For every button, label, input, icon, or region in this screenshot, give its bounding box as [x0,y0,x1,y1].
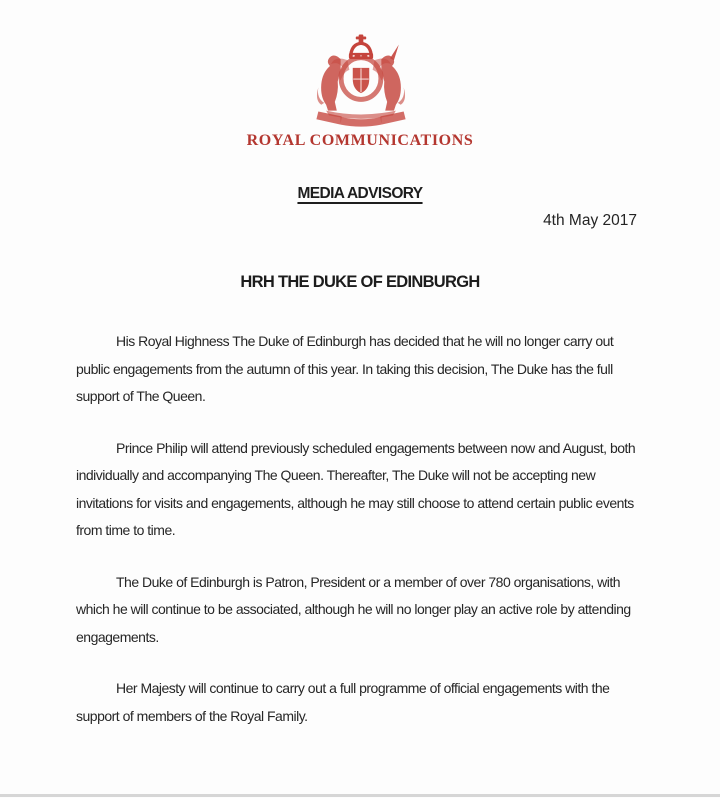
advisory-label: MEDIA ADVISORY [297,185,423,202]
document-body [76,328,648,754]
document-heading: HRH THE DUKE OF EDINBURGH [240,273,480,291]
organization-name: ROYAL COMMUNICATIONS [246,132,474,149]
paragraph-her-majesty: Her Majesty will continue to carry out a full programme of official engagements with the support of members of the Royal Family. [76,680,610,724]
paragraph-decision: His Royal Highness The Duke of Edinburgh has decided that he will no longer carry out public engagements from the autumn of this year. In taking this decision, The Duke has the full support of The Queen. [76,333,614,404]
paragraph-organisations: The Duke of Edinburgh is Patron, President or a member of over 780 organisations, with which he will continue to be associated, although he will no longer play an active role by attending engagements. [76,573,631,645]
paragraph-scheduled-engagements: Prince Philip will attend previously scheduled engagements between now and August, both individually and accompanying The Queen. Thereafter, The Duke will not be accepting new invitations for visits and engagements, although he may still choose to attend certain public events from time to time. [76,439,636,538]
document-date: 4th May 2017 [543,212,637,229]
royal-coat-of-arms-icon [298,34,424,129]
bottom-edge-divider [0,794,720,797]
